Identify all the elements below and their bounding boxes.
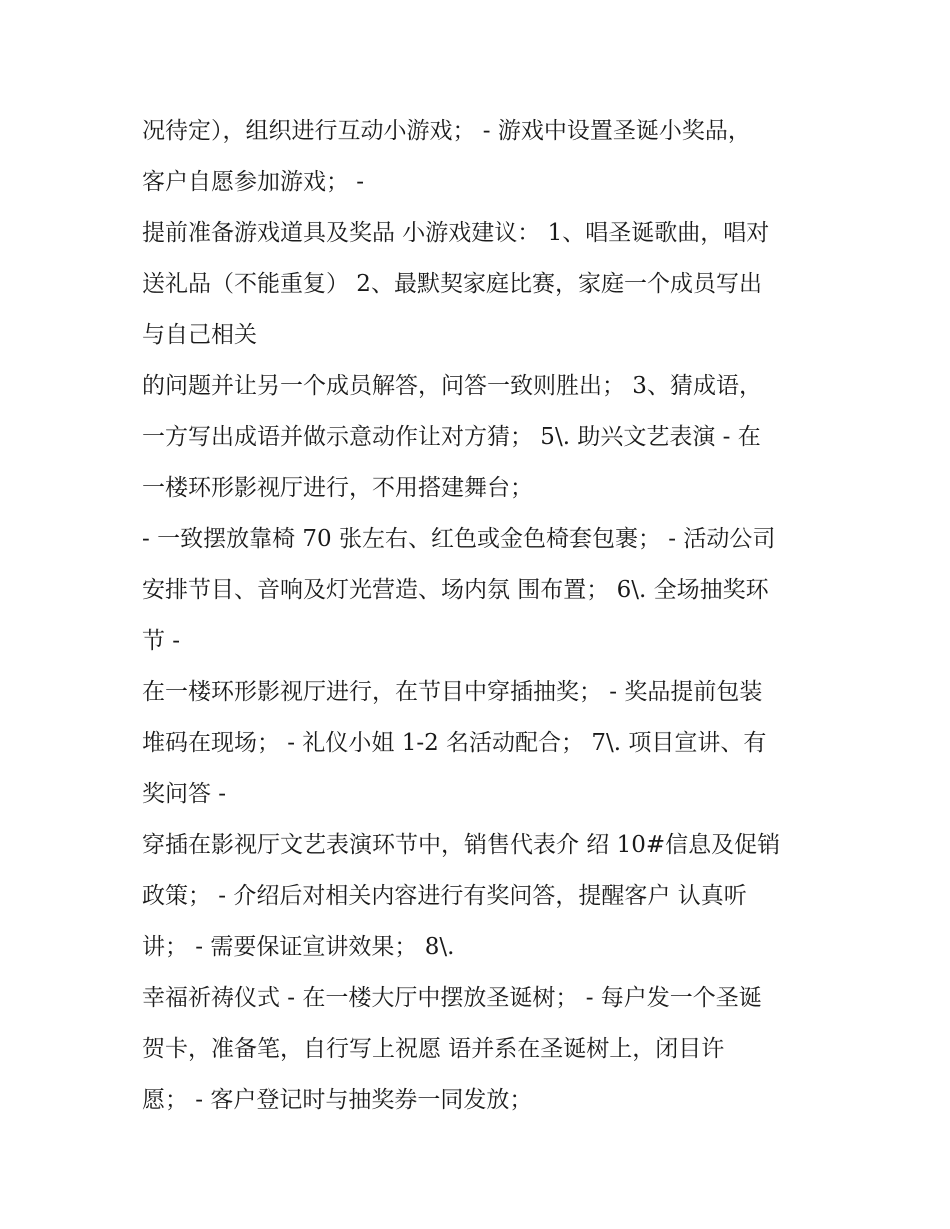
text-line: 幸福祈祷仪式 - 在一楼大厅中摆放圣诞树； - 每户发一个圣诞 [142, 985, 762, 1011]
text-line: 堆码在现场； - 礼仪小姐 1-2 名活动配合； 7\. 项目宣讲、有 [142, 730, 767, 756]
text-line: 奖问答 - [142, 781, 227, 807]
text-line: 一楼环形影视厅进行，不用搭建舞台； [142, 475, 533, 501]
text-line: 讲； - 需要保证宣讲效果； 8\. [142, 934, 455, 960]
text-line: 的问题并让另一个成员解答，问答一致则胜出； 3、猜成语， [142, 373, 762, 399]
text-line: 安排节目、音响及灯光营造、场内氛 围布置； 6\. 全场抽奖环 [142, 577, 769, 603]
text-line: 送礼品（不能重复） 2、最默契家庭比赛，家庭一个成员写出 [142, 271, 762, 297]
text-line: 与自己相关 [142, 322, 257, 348]
text-line: 况待定），组织进行互动小游戏； - 游戏中设置圣诞小奖品， [142, 118, 751, 144]
text-line: 愿； - 客户登记时与抽奖券一同发放； [142, 1087, 533, 1113]
text-line: 节 - [142, 628, 181, 654]
text-line: 穿插在影视厅文艺表演环节中，销售代表介 绍 10#信息及促销 [142, 832, 781, 858]
body-text [142, 106, 822, 1126]
text-line: - 一致摆放靠椅 70 张左右、红色或金色椅套包裹； - 活动公司 [142, 526, 776, 552]
text-line: 一方写出成语并做示意动作让对方猜； 5\. 助兴文艺表演 - 在 [142, 424, 761, 450]
text-line: 在一楼环形影视厅进行，在节目中穿插抽奖； - 奖品提前包装 [142, 679, 763, 705]
text-line: 提前准备游戏道具及奖品 小游戏建议： 1、唱圣诞歌曲，唱对 [142, 220, 770, 246]
text-line: 政策； - 介绍后对相关内容进行有奖问答，提醒客户 认真听 [142, 883, 747, 909]
text-line: 客户自愿参加游戏； - [142, 169, 365, 195]
text-line: 贺卡，准备笔，自行写上祝愿 语并系在圣诞树上，闭目许 [142, 1036, 725, 1062]
